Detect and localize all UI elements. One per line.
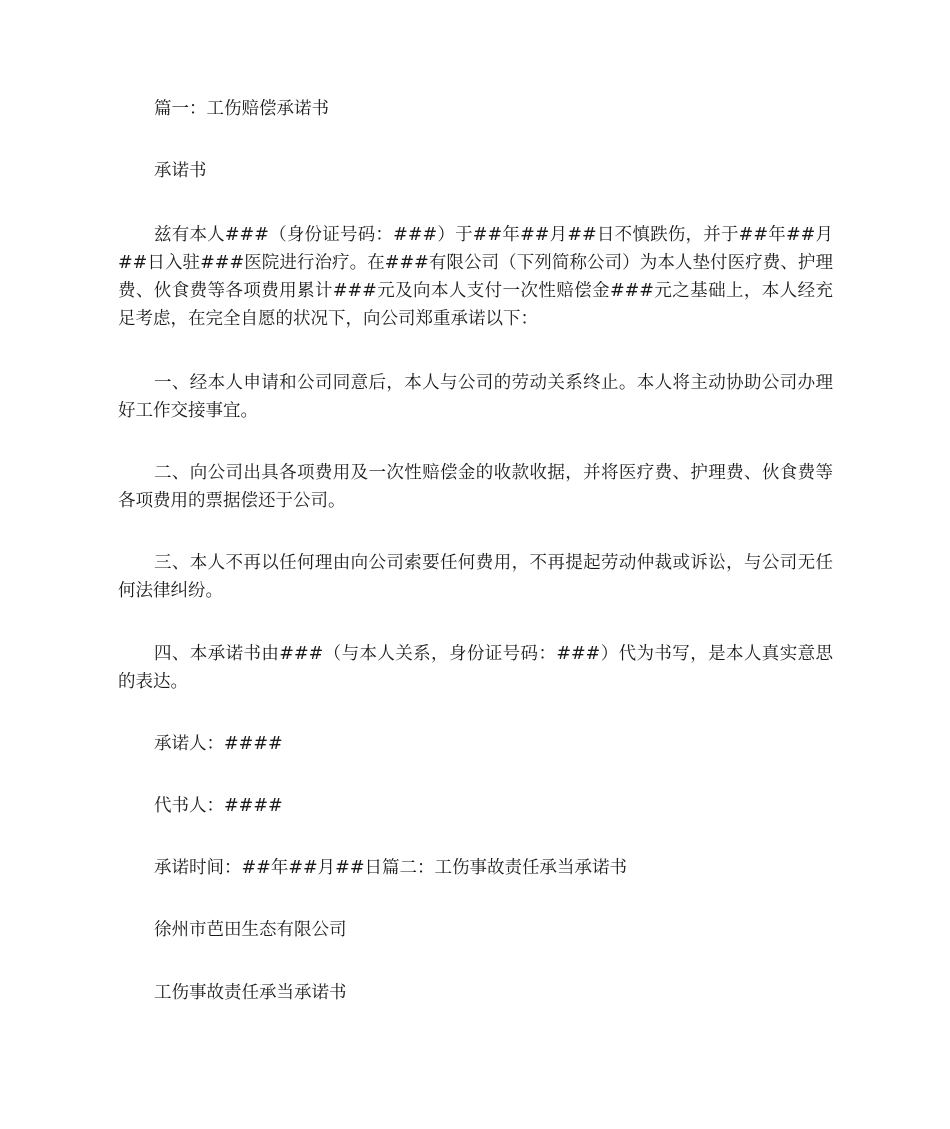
document-title: 承诺书 [154, 161, 207, 181]
item-paragraph-1: 一、经本人申请和公司同意后，本人与公司的劳动关系终止。本人将主动协助公司办理好工作交接事宜。 [118, 373, 833, 421]
promisor-line: 承诺人：#### [154, 734, 283, 754]
item-paragraph-2: 二、向公司出具各项费用及一次性赔偿金的收款收据，并将医疗费、护理费、伙食费等各项费用的票据偿还于公司。 [118, 463, 833, 511]
item-paragraph-3: 三、本人不再以任何理由向公司索要任何费用，不再提起劳动仲裁或诉讼，与公司无任何法律纠纷。 [118, 553, 833, 601]
proxy-writer-line: 代书人：#### [154, 796, 283, 816]
intro-paragraph: 兹有本人###（身份证号码：###）于##年##月##日不慎跌伤，并于##年##月##日入驻###医院进行治疗。在###有限公司（下列简称公司）为本人垫付医疗费、护理费、伙食费等各项费用累计###元及向本人支付一次性赔偿金###元之基础上，本人经充足考虑，在完全自愿的状况下，向公司郑重承诺以下： [118, 225, 833, 329]
section-2-title: 工伤事故责任承当承诺书 [154, 983, 347, 1003]
section-heading: 篇一：工伤赔偿承诺书 [154, 99, 329, 119]
promise-time-line: 承诺时间：##年##月##日篇二：工伤事故责任承当承诺书 [154, 858, 627, 878]
company-name: 徐州市芭田生态有限公司 [154, 920, 347, 940]
item-paragraph-4: 四、本承诺书由###（与本人关系，身份证号码：###）代为书写，是本人真实意思的表达。 [118, 644, 833, 692]
